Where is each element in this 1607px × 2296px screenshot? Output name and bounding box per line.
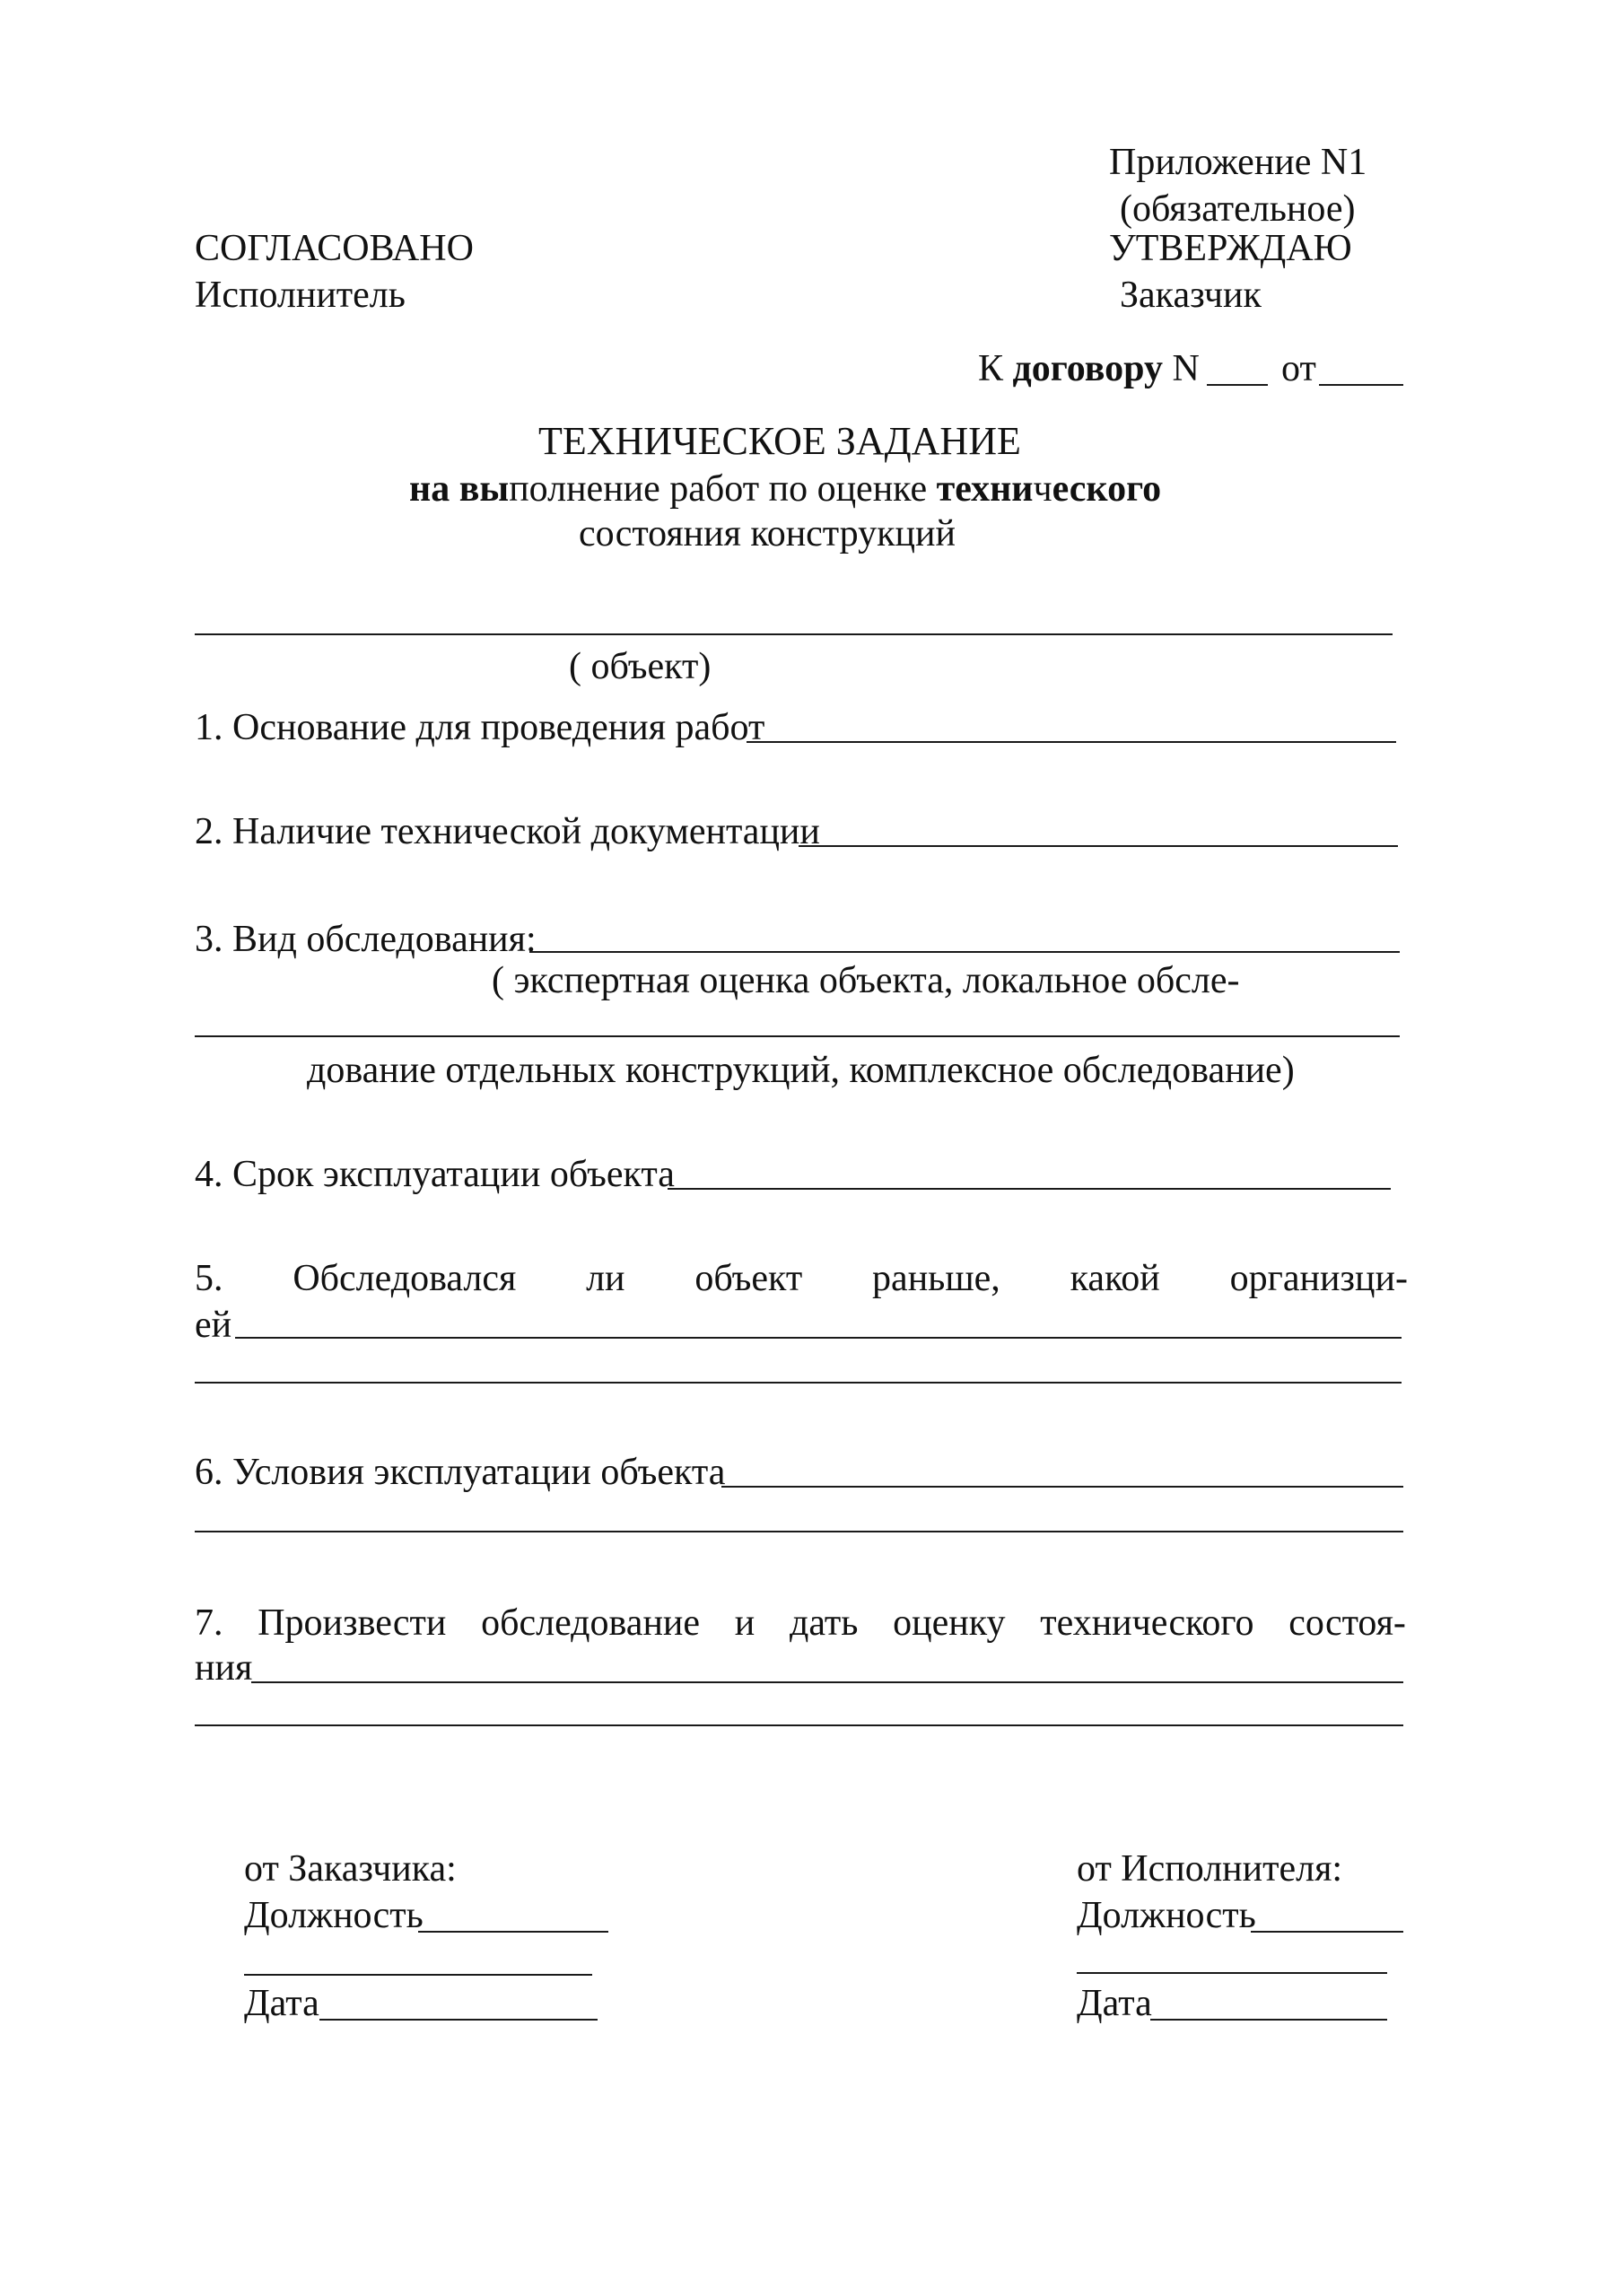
- item-7-word: обследование: [481, 1602, 701, 1644]
- item-2-label: 2. Наличие технической документации: [195, 811, 820, 852]
- item-7-field[interactable]: [251, 1681, 1403, 1683]
- approve-heading: УТВЕРЖДАЮ: [1109, 228, 1352, 269]
- item-3-field-2[interactable]: [195, 1035, 1400, 1037]
- agreed-heading: СОГЛАСОВАНО: [195, 228, 474, 269]
- contract-number-label: N: [1172, 348, 1200, 389]
- item-7-continuation: ния: [195, 1647, 253, 1689]
- item-5-field-2[interactable]: [195, 1382, 1402, 1384]
- title-subline: [409, 470, 1161, 508]
- title-sub-bold-1: на вы: [409, 468, 510, 510]
- item-5-label: [195, 1260, 1408, 1297]
- appendix-label: Приложение N1: [1109, 142, 1367, 183]
- contract-prefix: К: [978, 348, 1004, 389]
- contract-word: договору: [1012, 348, 1163, 389]
- item-4-field[interactable]: [668, 1188, 1391, 1190]
- item-7-word: Произвести: [258, 1602, 447, 1644]
- item-7-label: [195, 1604, 1406, 1642]
- item-7-word: технического: [1040, 1602, 1254, 1644]
- title-subline-2: состояния конструкций: [579, 513, 956, 554]
- item-5-word: ли: [586, 1258, 625, 1299]
- title-sub-bold-2: техни: [936, 468, 1034, 510]
- item-3-note-2: дование отдельных конструкций, комплексное обследование): [307, 1050, 1295, 1091]
- item-7-field-2[interactable]: [195, 1724, 1403, 1726]
- customer-signature-field[interactable]: [244, 1974, 592, 1976]
- item-7-word: состоя-: [1288, 1602, 1406, 1644]
- document-title: ТЕХНИЧЕСКОЕ ЗАДАНИЕ: [538, 419, 1021, 463]
- title-sub-text-1: полнение работ по оценке: [509, 468, 937, 510]
- contract-from-label: от: [1281, 348, 1316, 389]
- customer-date-field[interactable]: [319, 2019, 598, 2021]
- item-7-word: 7.: [195, 1602, 223, 1644]
- object-caption: ( объект): [569, 646, 712, 687]
- item-6-label: 6. Условия эксплуатации объекта: [195, 1452, 726, 1493]
- item-1-label: 1. Основание для проведения работ: [195, 707, 765, 748]
- item-3-label: 3. Вид обследования:: [195, 919, 537, 960]
- item-7-word: и: [734, 1602, 755, 1644]
- item-5-word: какой: [1070, 1258, 1160, 1299]
- mandatory-label: (обязательное): [1120, 188, 1356, 230]
- item-5-word: организци-: [1229, 1258, 1408, 1299]
- item-6-field[interactable]: [721, 1486, 1403, 1488]
- item-6-field-2[interactable]: [195, 1531, 1403, 1532]
- executor-signature-field[interactable]: [1077, 1972, 1387, 1974]
- customer-position-label: Должность: [244, 1895, 424, 1936]
- item-7-word: дать: [789, 1602, 859, 1644]
- item-5-continuation: ей: [195, 1305, 232, 1346]
- executor-date-field[interactable]: [1150, 2019, 1387, 2021]
- item-5-word: объект: [694, 1258, 803, 1299]
- executor-label: Исполнитель: [195, 275, 406, 316]
- executor-position-field[interactable]: [1251, 1931, 1403, 1933]
- item-3-note-1: ( экспертная оценка объекта, локальное обсле-: [492, 960, 1240, 1001]
- item-5-field[interactable]: [235, 1337, 1402, 1339]
- from-executor-label: от Исполнителя:: [1077, 1848, 1343, 1890]
- executor-position-label: Должность: [1077, 1895, 1256, 1936]
- item-2-field[interactable]: [799, 845, 1398, 847]
- object-field[interactable]: [195, 633, 1393, 635]
- title-sub-bold-3: еского: [1052, 468, 1162, 510]
- title-sub-text-2: ч: [1033, 468, 1052, 510]
- item-5-word: Обследовался: [293, 1258, 517, 1299]
- item-3-field[interactable]: [529, 951, 1400, 953]
- contract-number-field[interactable]: [1207, 384, 1268, 386]
- customer-date-label: Дата: [244, 1983, 319, 2024]
- customer-position-field[interactable]: [418, 1931, 608, 1933]
- item-5-word: 5.: [195, 1258, 223, 1299]
- contract-line: [978, 350, 1200, 388]
- item-7-word: оценку: [893, 1602, 1006, 1644]
- from-customer-label: от Заказчика:: [244, 1848, 457, 1890]
- item-5-word: раньше,: [872, 1258, 1000, 1299]
- contract-date-field[interactable]: [1319, 384, 1403, 386]
- item-1-field[interactable]: [747, 741, 1396, 743]
- item-4-label: 4. Срок эксплуатации объекта: [195, 1154, 675, 1195]
- customer-label: Заказчик: [1120, 275, 1262, 316]
- executor-date-label: Дата: [1077, 1983, 1152, 2024]
